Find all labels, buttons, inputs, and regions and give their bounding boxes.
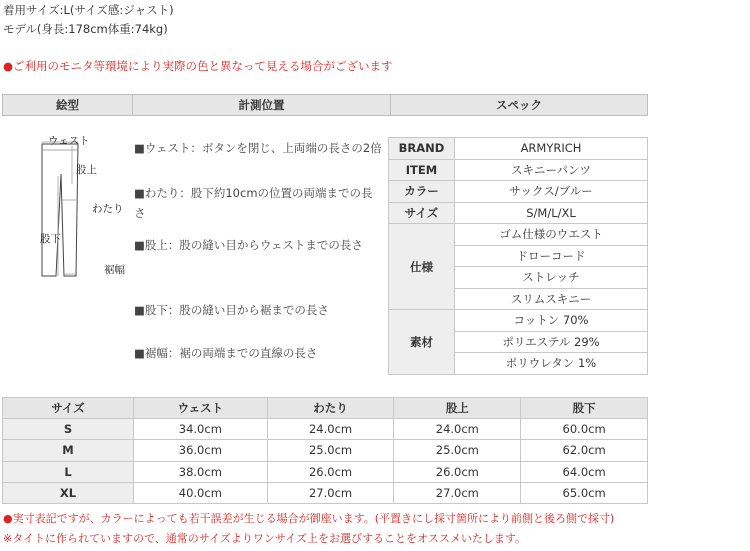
measure-thigh: ■わたり：股下約10cmの位置の両端までの長さ (134, 186, 373, 220)
size-label: L (3, 461, 134, 482)
measure-inseam: ■股下：股の縫い目から裾までの長さ (134, 303, 329, 317)
size-table (2, 397, 648, 504)
table-row (3, 482, 648, 503)
size-cell: 38.0cm (134, 461, 268, 482)
spec-value-brand: ARMYRICH (455, 138, 648, 160)
size-cell: 24.0cm (394, 419, 521, 440)
spec-value-feature: スリムスキニー (455, 288, 648, 310)
spec-key-material: 素材 (389, 310, 455, 375)
spec-value-material: ポリウレタン 1% (455, 353, 648, 375)
diagram-label-thigh: わたり (92, 203, 124, 215)
spec-row-item (389, 159, 648, 181)
spec-value-feature: ゴム仕様のウエスト (455, 224, 648, 246)
size-label: M (3, 440, 134, 461)
pants-diagram (28, 134, 130, 280)
spec-value-size: S/M/L/XL (455, 202, 648, 224)
table-row (3, 419, 648, 440)
model-info-text: モデル(身長:178cm体重:74kg) (3, 22, 168, 36)
spec-row-color (389, 181, 648, 203)
size-label: XL (3, 482, 134, 503)
spec-value-feature: ストレッチ (455, 267, 648, 289)
measure-rise: ■股上：股の縫い目からウェストまでの長さ (134, 238, 363, 252)
pants-outline-icon (42, 144, 78, 276)
size-cell: 36.0cm (134, 440, 268, 461)
measure-waist: ■ウェスト：ボタンを閉じ、上両端の長さの2倍 (134, 141, 382, 155)
measure-hem: ■裾幅：裾の両端までの直線の長さ (134, 346, 318, 360)
spec-key-features: 仕様 (389, 224, 455, 310)
size-cell: 26.0cm (394, 461, 521, 482)
size-cell: 25.0cm (394, 440, 521, 461)
spec-value-item: スキニーパンツ (455, 159, 648, 181)
size-cell: 26.0cm (267, 461, 394, 482)
size-cell: 27.0cm (267, 482, 394, 503)
spec-value-color: サックス/ブルー (455, 181, 648, 203)
size-cell: 24.0cm (267, 419, 394, 440)
header-illustration: 絵型 (3, 95, 133, 115)
size-col-header: サイズ (3, 398, 134, 419)
diagram-label-waist: ウェスト (48, 135, 90, 147)
spec-row-feature (389, 224, 648, 246)
diagram-label-hem: 裾幅 (104, 264, 125, 276)
spec-row-brand (389, 138, 648, 160)
size-cell: 40.0cm (134, 482, 268, 503)
wearing-size-text: 着用サイズ:L(サイズ感:ジャスト) (3, 3, 174, 17)
table-row (3, 440, 648, 461)
spec-value-material: コットン 70% (455, 310, 648, 332)
size-cell: 64.0cm (521, 461, 648, 482)
size-cell: 62.0cm (521, 440, 648, 461)
section-header (2, 94, 648, 116)
spec-key-color: カラー (389, 181, 455, 203)
size-col-header: わたり (267, 398, 394, 419)
size-table-header (3, 398, 648, 419)
size-cell: 60.0cm (521, 419, 648, 440)
spec-row-material (389, 310, 648, 332)
table-row (3, 461, 648, 482)
size-col-header: 股上 (394, 398, 521, 419)
spec-value-material: ポリエステル 29% (455, 331, 648, 353)
header-measure-position: 計測位置 (133, 95, 391, 115)
spec-key-brand: BRAND (389, 138, 455, 160)
fit-note: ※タイトに作られていますので、通常のサイズよりワンサイズ上をお選びすることをオススメいたします。 (3, 532, 527, 545)
size-col-header: 股下 (521, 398, 648, 419)
size-label: S (3, 419, 134, 440)
spec-table (388, 137, 648, 375)
measurement-note: ●実寸表記ですが、カラーによっても若干誤差が生じる場合が御座います。(平置きにし採寸箇所により前側と後ろ側で採寸) (3, 512, 615, 525)
spec-key-size: サイズ (389, 202, 455, 224)
header-spec: スペック (496, 98, 542, 112)
size-cell: 65.0cm (521, 482, 648, 503)
spec-row-size (389, 202, 648, 224)
diagram-label-inseam: 股下 (40, 233, 61, 245)
size-col-header: ウェスト (134, 398, 268, 419)
color-notice: ●ご利用のモニタ等環境により実際の色と異なって見える場合がございます (3, 59, 393, 73)
spec-value-feature: ドローコード (455, 245, 648, 267)
diagram-label-rise: 股上 (76, 164, 97, 176)
size-cell: 25.0cm (267, 440, 394, 461)
size-cell: 27.0cm (394, 482, 521, 503)
size-cell: 34.0cm (134, 419, 268, 440)
spec-key-item: ITEM (389, 159, 455, 181)
